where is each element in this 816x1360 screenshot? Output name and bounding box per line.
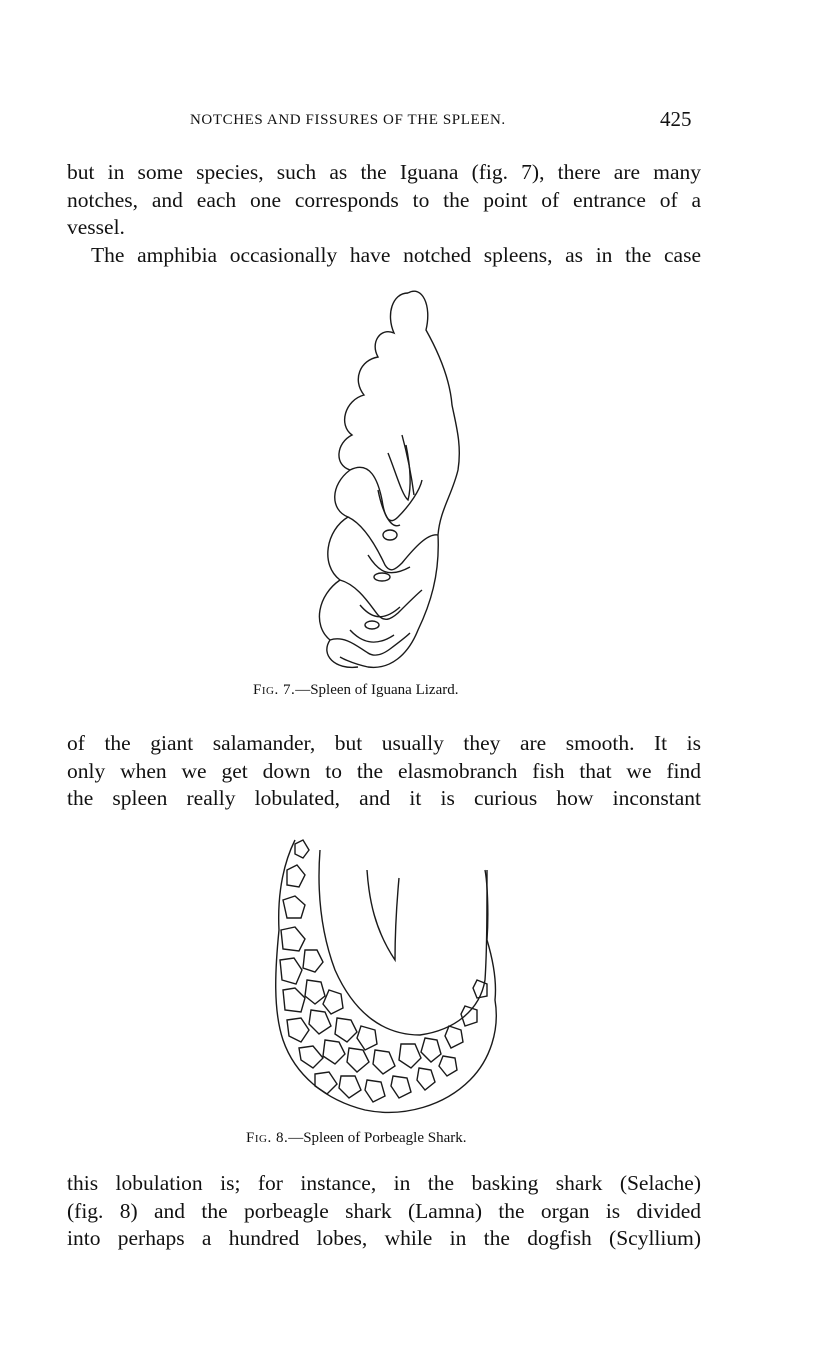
paragraph-4 — [67, 1170, 701, 1253]
figure-8-shark-spleen — [265, 830, 510, 1120]
text-line: vessel. — [67, 215, 125, 239]
page-number: 425 — [660, 107, 692, 131]
running-title: NOTCHES AND FISSURES OF THE SPLEEN. — [190, 112, 506, 128]
figure-7-iguana-spleen — [290, 285, 480, 675]
text-line: (fig. 8) and the porbeagle shark (Lamna) the organ is divided — [67, 1198, 701, 1223]
figure-8-caption-text: —Spleen of Porbeagle Shark. — [288, 1130, 467, 1146]
figure-7-caption-text: —Spleen of Iguana Lizard. — [295, 682, 459, 698]
paragraph-3 — [67, 730, 701, 813]
figure-7-label: Fig. 7. — [253, 682, 296, 698]
paragraph-2 — [67, 242, 701, 270]
text-line: The amphibia occasionally have notched spleens, as in the case — [91, 243, 701, 267]
iguana-spleen-drawing — [290, 285, 480, 675]
text-line: the spleen really lobulated, and it is curious how inconstant — [67, 786, 701, 810]
text-line: of the giant salamander, but usually they are smooth. It is — [67, 731, 701, 755]
running-head — [0, 107, 816, 136]
text-line: only when we get down to the elasmobranch fish that we find — [67, 758, 701, 783]
figure-8-label: Fig. 8. — [246, 1130, 289, 1146]
text-line: but in some species, such as the Iguana (fig. 7), there are many — [67, 160, 701, 184]
text-line: notches, and each one corresponds to the point of entrance of a — [67, 187, 701, 212]
figure-7-caption — [253, 682, 458, 699]
text-line: this lobulation is; for instance, in the basking shark (Selache) — [67, 1171, 701, 1195]
figure-8-caption — [246, 1130, 467, 1147]
shark-spleen-drawing — [265, 830, 510, 1120]
text-line: into perhaps a hundred lobes, while in the dogfish (Scyllium) — [67, 1226, 701, 1250]
paragraph-1 — [67, 159, 701, 242]
